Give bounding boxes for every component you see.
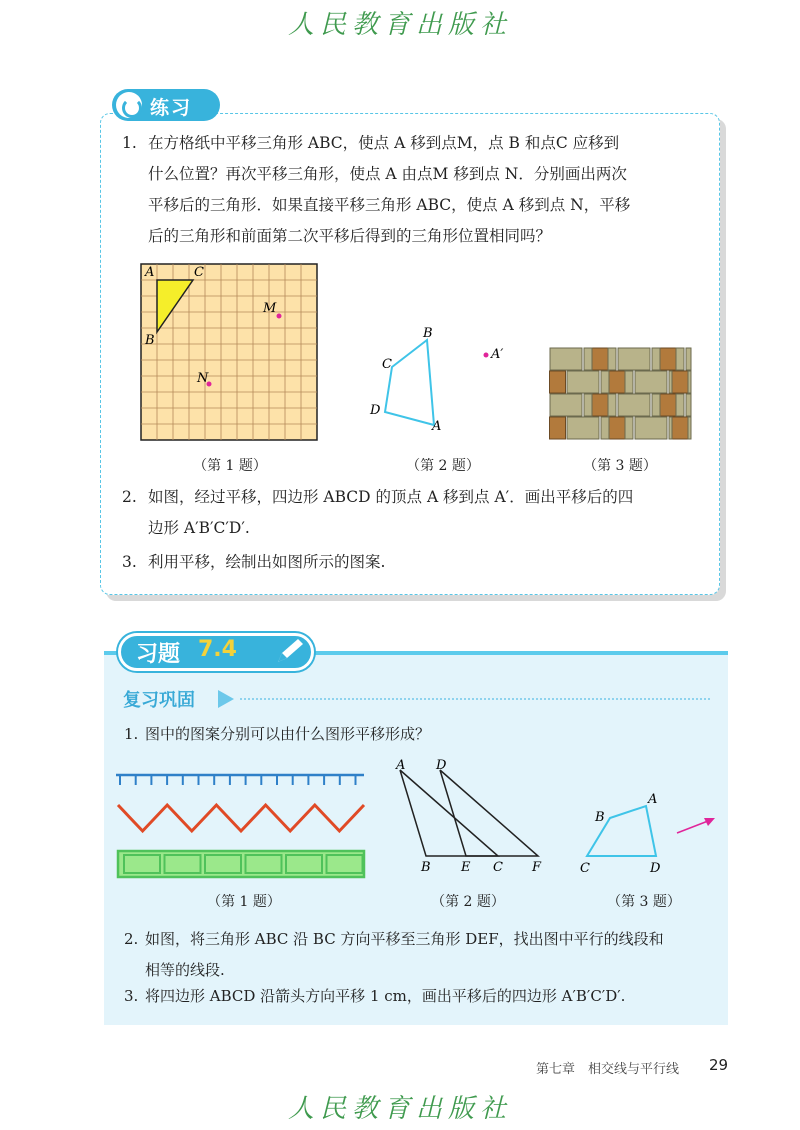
q1-line: 什么位置？再次平移三角形，使点 A 由点M 移到点 N．分别画出两次 (148, 165, 627, 183)
publisher-logo-bottom: 人民教育出版社 (287, 1094, 512, 1124)
brick (672, 371, 688, 393)
brick (686, 348, 691, 370)
hw-q2-number: 2. (124, 930, 139, 948)
quadrilateral-abcd (385, 340, 434, 425)
brick (608, 394, 616, 416)
brick (660, 348, 676, 370)
brick (592, 394, 608, 416)
brick-pattern-figure (548, 346, 694, 441)
brick (625, 417, 633, 439)
label-a-prime: A′ (491, 347, 504, 362)
brick (609, 417, 625, 439)
quadrilateral-arrow-figure (576, 786, 726, 878)
brick (686, 394, 691, 416)
hw-q3-number: 3. (124, 987, 139, 1005)
brick (567, 417, 599, 439)
label-d: D (370, 403, 381, 418)
label-c: C (580, 861, 590, 876)
brick (584, 348, 592, 370)
label-a: A (396, 758, 406, 773)
section-divider (240, 698, 710, 700)
homework-q2 (124, 924, 715, 986)
q1-number: 1. (122, 134, 137, 152)
q3-number: 3. (122, 553, 137, 571)
homework-q3 (124, 981, 715, 1012)
brick (608, 348, 616, 370)
exercise-title: 练习 (150, 97, 193, 119)
point-a-prime (484, 353, 489, 358)
homework-title: 习题 (136, 642, 181, 667)
label-c: C (194, 265, 204, 280)
brick (592, 348, 608, 370)
brick (652, 348, 660, 370)
exercise-q3 (122, 547, 718, 578)
page-number: 29 (709, 1056, 729, 1074)
chapter-footer: 第七章 相交线与平行线 (536, 1062, 680, 1077)
direction-arrow (677, 821, 708, 833)
triangle-def (440, 770, 538, 856)
label-a: A (145, 265, 155, 280)
label-c: C (382, 357, 392, 372)
q1-line: 后的三角形和前面第二次平移后得到的三角形位置相同吗？ (148, 227, 552, 245)
fig2-caption: （第 2 题） (406, 458, 480, 474)
brick (550, 348, 582, 370)
brick (676, 394, 684, 416)
brick (660, 394, 676, 416)
zigzag-pattern (118, 805, 364, 831)
label-d: D (436, 758, 447, 773)
publisher-logo-top: 人民教育出版社 (287, 10, 512, 40)
brick (601, 417, 609, 439)
hw-fig3-caption: （第 3 题） (607, 894, 681, 910)
label-b: B (145, 333, 155, 348)
hw-fig1-caption: （第 1 题） (207, 894, 281, 910)
brick (652, 394, 660, 416)
point-m (277, 314, 282, 319)
homework-q1 (124, 719, 705, 750)
brick (669, 417, 672, 439)
triangles-figure (388, 758, 548, 878)
brick (618, 394, 650, 416)
label-b: B (423, 326, 433, 341)
brick (609, 371, 625, 393)
brick (618, 348, 650, 370)
brick (550, 371, 566, 393)
label-d: D (650, 861, 661, 876)
patterns-figure (112, 765, 372, 885)
brick (625, 371, 633, 393)
label-b: B (595, 810, 605, 825)
ruler-ticks (120, 775, 356, 785)
grid-figure (136, 260, 326, 445)
fig1-caption: （第 1 题） (193, 458, 267, 474)
hw-q2-line: 如图，将三角形 ABC 沿 BC 方向平移至三角形 DEF，找出图中平行的线段和 (145, 930, 664, 948)
label-n: N (197, 371, 209, 386)
section-title: 复习巩固 (123, 690, 195, 711)
label-f: F (532, 860, 542, 875)
q1-line: 在方格纸中平移三角形 ABC，使点 A 移到点M，点 B 和点C 应移到 (148, 134, 620, 152)
brick (669, 371, 672, 393)
triangle-abc (400, 770, 498, 856)
label-m: M (263, 301, 277, 316)
label-c: C (493, 860, 503, 875)
brick (635, 371, 667, 393)
exercise-q1 (122, 128, 718, 252)
q1-line: 平移后的三角形．如果直接平移三角形 ABC，使点 A 移到点 N，平移 (148, 196, 631, 214)
brick (688, 417, 691, 439)
q2-line: 边形 A′B′C′D′. (148, 519, 250, 537)
brick (584, 394, 592, 416)
brick (672, 417, 688, 439)
label-a: A (648, 792, 658, 807)
hw-q1-text: 图中的图案分别可以由什么图形平移形成？ (145, 725, 431, 743)
quadrilateral-figure (360, 322, 520, 437)
hw-q3-text: 将四边形 ABCD 沿箭头方向平移 1 cm，画出平移后的四边形 A′B′C′D′. (145, 987, 626, 1005)
label-e: E (461, 860, 471, 875)
brick (601, 371, 609, 393)
brick (635, 417, 667, 439)
hw-q1-number: 1. (124, 725, 139, 743)
brick (688, 371, 691, 393)
homework-number: 7.4 (198, 637, 237, 662)
exercise-icon (116, 92, 142, 118)
hw-fig2-caption: （第 2 题） (431, 894, 505, 910)
brick (550, 394, 582, 416)
brick-pattern (550, 348, 692, 439)
brick (676, 348, 684, 370)
section-arrow-icon (218, 690, 234, 708)
q2-line: 如图，经过平移，四边形 ABCD 的顶点 A 移到点 A′．画出平移后的四 (148, 488, 634, 506)
label-b: B (421, 860, 431, 875)
fig3-caption: （第 3 题） (583, 458, 657, 474)
pencil-icon (272, 636, 306, 668)
brick (567, 371, 599, 393)
brick (550, 417, 566, 439)
q3-text: 利用平移，绘制出如图所示的图案. (148, 553, 386, 571)
label-a: A (432, 419, 442, 434)
q2-number: 2. (122, 488, 137, 506)
exercise-q2 (122, 482, 718, 544)
hw-q2-line: 相等的线段. (145, 961, 225, 979)
